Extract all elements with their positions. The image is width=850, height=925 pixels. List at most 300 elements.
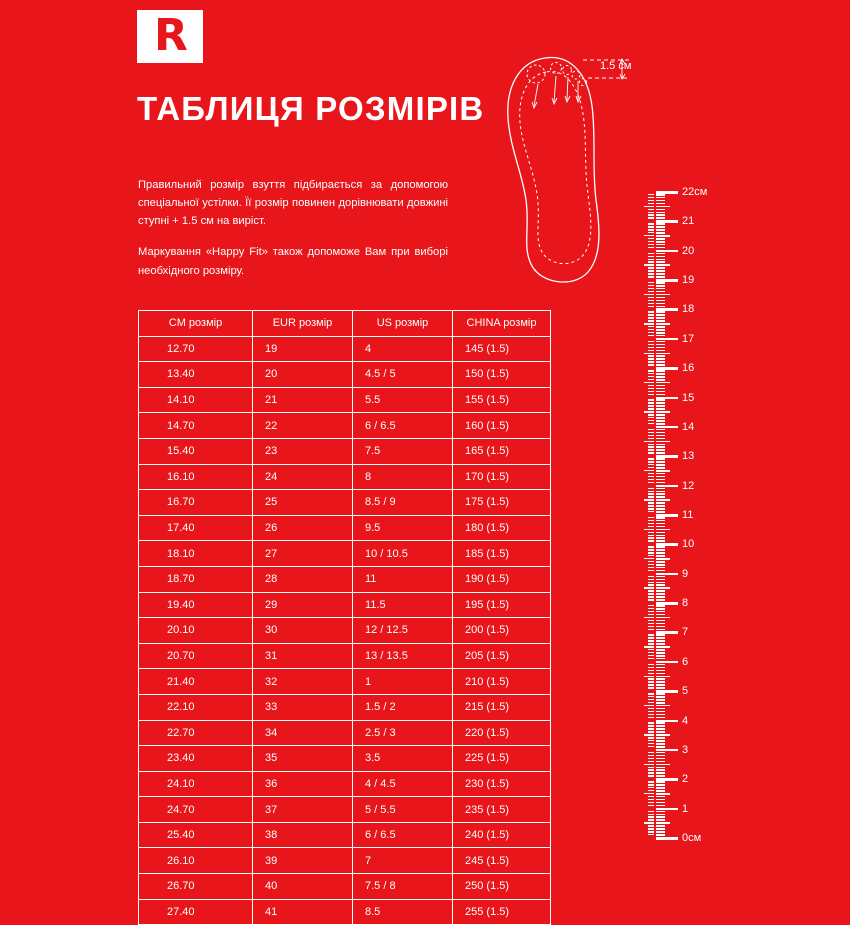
ruler-minor-tick xyxy=(648,623,654,624)
ruler-minor-tick xyxy=(648,449,654,450)
ruler-minor-tick xyxy=(648,576,654,577)
ruler-minor-tick xyxy=(648,444,654,445)
table-cell: 7 xyxy=(353,848,453,874)
ruler-minor-tick xyxy=(656,814,665,816)
ruler-minor-tick xyxy=(648,408,654,409)
ruler-minor-tick xyxy=(648,626,654,627)
ruler-minor-tick xyxy=(648,746,654,747)
table-cell: 25.40 xyxy=(139,822,253,848)
ruler-minor-tick xyxy=(648,699,654,700)
ruler-minor-tick xyxy=(648,816,654,817)
ruler-label: 5 xyxy=(682,685,689,698)
ruler-minor-tick xyxy=(656,361,665,363)
ruler-minor-tick xyxy=(656,370,665,372)
table-cell: 200 (1.5) xyxy=(453,618,551,644)
ruler-minor-tick xyxy=(656,276,665,278)
ruler-minor-tick xyxy=(644,676,654,677)
ruler-minor-tick xyxy=(648,261,654,262)
ruler-minor-tick xyxy=(656,508,665,510)
ruler-minor-tick xyxy=(648,640,654,641)
table-cell: 240 (1.5) xyxy=(453,822,551,848)
ruler-label: 2 xyxy=(682,773,689,786)
ruler-minor-tick xyxy=(648,658,654,659)
ruler-minor-tick xyxy=(656,241,665,243)
ruler-minor-tick xyxy=(648,517,654,518)
ruler-minor-tick xyxy=(656,259,665,261)
ruler-minor-tick xyxy=(648,273,654,274)
ruler-minor-tick xyxy=(648,229,654,230)
ruler-minor-tick xyxy=(656,306,665,308)
ruler-minor-tick xyxy=(656,206,670,208)
ruler-minor-tick xyxy=(648,526,654,527)
ruler-minor-tick xyxy=(648,714,654,715)
ruler-minor-tick xyxy=(656,358,665,360)
ruler-minor-tick xyxy=(648,725,654,726)
ruler-minor-tick xyxy=(648,405,654,406)
ruler-minor-tick xyxy=(648,678,654,679)
ruler-minor-tick xyxy=(644,529,654,530)
table-cell: 22.10 xyxy=(139,694,253,720)
ruler-minor-tick xyxy=(656,667,665,669)
ruler-minor-tick xyxy=(648,391,654,392)
ruler-minor-tick xyxy=(656,555,665,557)
ruler-minor-tick xyxy=(656,247,665,249)
table-cell: 21 xyxy=(253,387,353,413)
ruler-minor-tick xyxy=(648,799,654,800)
table-cell: 30 xyxy=(253,618,353,644)
ruler-label: 3 xyxy=(682,743,689,756)
ruler-minor-tick xyxy=(656,629,665,631)
ruler-minor-tick xyxy=(648,717,654,718)
table-row xyxy=(139,694,551,720)
ruler-minor-tick xyxy=(648,194,654,195)
ruler-minor-tick xyxy=(648,306,654,307)
ruler-minor-tick xyxy=(656,705,670,707)
ruler-minor-tick xyxy=(656,197,665,199)
ruler-minor-tick xyxy=(656,264,670,266)
ruler-minor-tick xyxy=(656,499,670,501)
table-row xyxy=(139,822,551,848)
ruler-label: 9 xyxy=(682,567,689,580)
ruler-minor-tick xyxy=(648,743,654,744)
ruler-minor-tick xyxy=(656,546,665,548)
ruler-minor-tick xyxy=(648,555,654,556)
ruler-minor-tick xyxy=(656,811,665,813)
ruler-minor-tick xyxy=(648,649,654,650)
ruler-minor-tick xyxy=(648,708,654,709)
table-cell: 19 xyxy=(253,336,353,362)
ruler-minor-tick xyxy=(648,790,654,791)
ruler-minor-tick xyxy=(648,687,654,688)
table-cell: 1 xyxy=(353,669,453,695)
table-cell: 190 (1.5) xyxy=(453,566,551,592)
ruler-minor-tick xyxy=(656,294,670,296)
ruler-minor-tick xyxy=(656,212,665,214)
ruler-minor-tick xyxy=(648,802,654,803)
ruler-minor-tick xyxy=(656,626,665,628)
ruler-minor-tick xyxy=(648,652,654,653)
ruler-minor-tick xyxy=(648,787,654,788)
ruler-minor-tick xyxy=(648,200,654,201)
ruler-minor-tick xyxy=(644,558,654,559)
ruler-minor-tick xyxy=(648,297,654,298)
table-cell: 39 xyxy=(253,848,353,874)
ruler-minor-tick xyxy=(656,673,665,675)
ruler-minor-tick xyxy=(648,335,654,336)
ruler-minor-tick xyxy=(648,347,654,348)
table-cell: 32 xyxy=(253,669,353,695)
ruler-minor-tick xyxy=(656,693,665,695)
ruler-minor-tick xyxy=(656,467,665,469)
ruler-minor-tick xyxy=(648,772,654,773)
ruler-minor-tick xyxy=(656,740,665,742)
table-cell: 40 xyxy=(253,874,353,900)
ruler-minor-tick xyxy=(656,502,665,504)
ruler-minor-tick xyxy=(656,816,665,818)
ruler-label: 7 xyxy=(682,626,689,639)
ruler-minor-tick xyxy=(656,822,670,824)
ruler-minor-tick xyxy=(656,584,665,586)
table-row xyxy=(139,643,551,669)
ruler-minor-tick xyxy=(648,329,654,330)
ruler-minor-tick xyxy=(656,244,665,246)
ruler-minor-tick xyxy=(656,678,665,680)
ruler-minor-tick xyxy=(648,282,654,283)
ruler-minor-tick xyxy=(656,214,665,216)
ruler-minor-tick xyxy=(648,417,654,418)
ruler-minor-tick xyxy=(656,335,665,337)
ruler-minor-tick xyxy=(656,253,665,255)
table-cell: 12.70 xyxy=(139,336,253,362)
ruler-minor-tick xyxy=(648,752,654,753)
table-cell: 26.70 xyxy=(139,874,253,900)
ruler-minor-tick xyxy=(648,300,654,301)
table-cell: 195 (1.5) xyxy=(453,592,551,618)
ruler-minor-tick xyxy=(656,593,665,595)
ruler-minor-tick xyxy=(648,388,654,389)
ruler-minor-tick xyxy=(656,261,665,263)
ruler-minor-tick xyxy=(656,561,665,563)
ruler-minor-tick xyxy=(648,596,654,597)
brand-logo xyxy=(137,10,203,63)
ruler-minor-tick xyxy=(656,784,665,786)
ruler-minor-tick xyxy=(648,461,654,462)
ruler-minor-tick xyxy=(656,341,665,343)
centimeter-ruler xyxy=(600,186,720,850)
table-cell: 24 xyxy=(253,464,353,490)
ruler-minor-tick xyxy=(648,473,654,474)
ruler-minor-tick xyxy=(656,432,665,434)
ruler-minor-tick xyxy=(648,523,654,524)
ruler-minor-tick xyxy=(656,605,665,607)
ruler-minor-tick xyxy=(656,391,665,393)
ruler-minor-tick xyxy=(648,214,654,215)
column-header-china: CHINA розмір xyxy=(453,311,551,337)
table-cell: 20 xyxy=(253,362,353,388)
ruler-minor-tick xyxy=(648,493,654,494)
ruler-minor-tick xyxy=(648,693,654,694)
ruler-minor-tick xyxy=(648,549,654,550)
ruler-minor-tick xyxy=(648,796,654,797)
ruler-minor-tick xyxy=(648,593,654,594)
growth-allowance-label: 1.5 см xyxy=(600,60,632,72)
table-row xyxy=(139,899,551,925)
ruler-minor-tick xyxy=(648,364,654,365)
ruler-minor-tick xyxy=(648,634,654,635)
ruler-minor-tick xyxy=(644,793,654,794)
ruler-minor-tick xyxy=(656,558,670,560)
table-cell: 25 xyxy=(253,490,353,516)
ruler-minor-tick xyxy=(648,737,654,738)
ruler-minor-tick xyxy=(648,402,654,403)
table-cell: 23 xyxy=(253,438,353,464)
ruler-minor-tick xyxy=(656,564,665,566)
ruler-minor-tick xyxy=(656,350,665,352)
ruler-minor-tick xyxy=(656,537,665,539)
ruler-minor-tick xyxy=(656,664,665,666)
table-row xyxy=(139,566,551,592)
table-cell: 185 (1.5) xyxy=(453,541,551,567)
ruler-minor-tick xyxy=(656,385,665,387)
ruler-label: 4 xyxy=(682,714,689,727)
ruler-minor-tick xyxy=(656,737,665,739)
ruler-minor-tick xyxy=(656,355,665,357)
table-cell: 9.5 xyxy=(353,515,453,541)
ruler-minor-tick xyxy=(644,353,654,354)
ruler-minor-tick xyxy=(648,311,654,312)
ruler-minor-tick xyxy=(648,326,654,327)
ruler-minor-tick xyxy=(648,608,654,609)
ruler-minor-tick xyxy=(656,288,665,290)
ruler-minor-tick xyxy=(656,267,665,269)
ruler-minor-tick xyxy=(656,256,665,258)
ruler-label: 8 xyxy=(682,597,689,610)
ruler-minor-tick xyxy=(644,411,654,412)
table-cell: 20.10 xyxy=(139,618,253,644)
ruler-minor-tick xyxy=(648,332,654,333)
table-cell: 18.10 xyxy=(139,541,253,567)
ruler-minor-tick xyxy=(648,828,654,829)
table-cell: 170 (1.5) xyxy=(453,464,551,490)
ruler-minor-tick xyxy=(656,344,665,346)
table-cell: 225 (1.5) xyxy=(453,746,551,772)
ruler-minor-tick xyxy=(656,420,665,422)
ruler-minor-tick xyxy=(656,505,665,507)
table-row xyxy=(139,515,551,541)
table-header-row xyxy=(139,311,551,337)
ruler-minor-tick xyxy=(656,590,665,592)
table-cell: 7.5 / 8 xyxy=(353,874,453,900)
ruler-minor-tick xyxy=(648,429,654,430)
table-row xyxy=(139,592,551,618)
ruler-minor-tick xyxy=(648,535,654,536)
ruler-minor-tick xyxy=(648,385,654,386)
ruler-minor-tick xyxy=(656,458,665,460)
table-cell: 230 (1.5) xyxy=(453,771,551,797)
ruler-minor-tick xyxy=(648,270,654,271)
table-cell: 5 / 5.5 xyxy=(353,797,453,823)
ruler-minor-tick xyxy=(656,587,670,589)
ruler-minor-tick xyxy=(656,452,665,454)
table-cell: 29 xyxy=(253,592,353,618)
ruler-minor-tick xyxy=(648,241,654,242)
ruler-minor-tick xyxy=(648,552,654,553)
intro-paragraph-1: Правильний розмір взуття підбирається за допомогою спеціальної устілки. Її розмір повинен дорівнювати довжині ступні + 1.5 см на виріст. xyxy=(138,179,448,228)
ruler-minor-tick xyxy=(656,529,670,531)
ruler-minor-tick xyxy=(656,285,665,287)
ruler-minor-tick xyxy=(656,317,665,319)
ruler-minor-tick xyxy=(656,320,665,322)
ruler-minor-tick xyxy=(644,587,654,588)
ruler-minor-tick xyxy=(648,320,654,321)
ruler-minor-tick xyxy=(648,452,654,453)
ruler-label: 21 xyxy=(682,215,695,228)
table-cell: 8.5 / 9 xyxy=(353,490,453,516)
ruler-minor-tick xyxy=(648,664,654,665)
column-header-cm: CM розмір xyxy=(139,311,253,337)
ruler-minor-tick xyxy=(656,376,665,378)
ruler-minor-tick xyxy=(656,282,665,284)
ruler-minor-tick xyxy=(648,438,654,439)
ruler-minor-tick xyxy=(648,314,654,315)
ruler-minor-tick xyxy=(656,273,665,275)
ruler-minor-tick xyxy=(656,235,670,237)
table-row xyxy=(139,362,551,388)
table-cell: 12 / 12.5 xyxy=(353,618,453,644)
table-cell: 3.5 xyxy=(353,746,453,772)
table-cell: 245 (1.5) xyxy=(453,848,551,874)
ruler-minor-tick xyxy=(644,235,654,236)
ruler-minor-tick xyxy=(648,511,654,512)
ruler-minor-tick xyxy=(656,834,665,836)
ruler-minor-tick xyxy=(656,646,670,648)
ruler-minor-tick xyxy=(656,488,665,490)
ruler-minor-tick xyxy=(648,223,654,224)
ruler-minor-tick xyxy=(656,790,665,792)
ruler-minor-tick xyxy=(648,831,654,832)
ruler-minor-tick xyxy=(644,646,654,647)
table-cell: 8 xyxy=(353,464,453,490)
ruler-minor-tick xyxy=(656,634,665,636)
table-cell: 7.5 xyxy=(353,438,453,464)
table-cell: 13.40 xyxy=(139,362,253,388)
ruler-minor-tick xyxy=(644,734,654,735)
table-cell: 1.5 / 2 xyxy=(353,694,453,720)
table-cell: 17.40 xyxy=(139,515,253,541)
ruler-minor-tick xyxy=(656,353,670,355)
ruler-minor-tick xyxy=(656,772,665,774)
ruler-minor-tick xyxy=(656,708,665,710)
ruler-minor-tick xyxy=(648,520,654,521)
ruler-minor-tick xyxy=(648,238,654,239)
ruler-minor-tick xyxy=(648,611,654,612)
ruler-label: 20 xyxy=(682,244,695,257)
ruler-minor-tick xyxy=(656,526,665,528)
ruler-minor-tick xyxy=(648,435,654,436)
ruler-minor-tick xyxy=(644,382,654,383)
ruler-minor-tick xyxy=(648,476,654,477)
table-cell: 220 (1.5) xyxy=(453,720,551,746)
ruler-label: 17 xyxy=(682,332,695,345)
ruler-minor-tick xyxy=(656,652,665,654)
ruler-minor-tick xyxy=(648,446,654,447)
ruler-minor-tick xyxy=(648,781,654,782)
ruler-minor-tick xyxy=(656,429,665,431)
table-cell: 205 (1.5) xyxy=(453,643,551,669)
ruler-minor-tick xyxy=(648,350,654,351)
ruler-minor-tick xyxy=(656,655,665,657)
ruler-minor-tick xyxy=(656,722,665,724)
ruler-minor-tick xyxy=(648,758,654,759)
ruler-minor-tick xyxy=(656,725,665,727)
ruler-minor-tick xyxy=(656,819,665,821)
ruler-minor-tick xyxy=(648,537,654,538)
ruler-minor-tick xyxy=(648,373,654,374)
ruler-minor-tick xyxy=(656,229,665,231)
ruler-minor-tick xyxy=(656,570,665,572)
ruler-minor-tick xyxy=(648,247,654,248)
ruler-minor-tick xyxy=(648,711,654,712)
ruler-minor-tick xyxy=(656,775,665,777)
ruler-minor-tick xyxy=(656,670,665,672)
ruler-minor-tick xyxy=(648,605,654,606)
ruler-minor-tick xyxy=(656,511,665,513)
table-row xyxy=(139,746,551,772)
table-cell: 31 xyxy=(253,643,353,669)
table-cell: 5.5 xyxy=(353,387,453,413)
table-cell: 28 xyxy=(253,566,353,592)
table-row xyxy=(139,874,551,900)
ruler-minor-tick xyxy=(648,355,654,356)
ruler-minor-tick xyxy=(656,702,665,704)
ruler-minor-tick xyxy=(656,799,665,801)
ruler-minor-tick xyxy=(656,684,665,686)
ruler-minor-tick xyxy=(656,649,665,651)
ruler-minor-tick xyxy=(648,244,654,245)
ruler-minor-tick xyxy=(656,496,665,498)
column-header-eur: EUR розмір xyxy=(253,311,353,337)
ruler-minor-tick xyxy=(644,705,654,706)
ruler-label: 16 xyxy=(682,362,695,375)
table-cell: 34 xyxy=(253,720,353,746)
ruler-minor-tick xyxy=(656,300,665,302)
ruler-minor-tick xyxy=(648,728,654,729)
ruler-minor-tick xyxy=(656,223,665,225)
ruler-minor-tick xyxy=(648,358,654,359)
ruler-minor-tick xyxy=(656,364,665,366)
ruler-minor-tick xyxy=(648,755,654,756)
ruler-minor-tick xyxy=(648,614,654,615)
ruler-minor-tick xyxy=(656,731,665,733)
ruler-minor-tick xyxy=(648,834,654,835)
ruler-minor-tick xyxy=(648,479,654,480)
ruler-minor-tick xyxy=(656,752,665,754)
ruler-minor-tick xyxy=(648,209,654,210)
ruler-minor-tick xyxy=(648,256,654,257)
ruler-minor-tick xyxy=(648,376,654,377)
ruler-minor-tick xyxy=(648,458,654,459)
ruler-minor-tick xyxy=(648,491,654,492)
ruler-minor-tick xyxy=(656,473,665,475)
ruler-minor-tick xyxy=(648,819,654,820)
ruler-minor-tick xyxy=(656,405,665,407)
ruler-minor-tick xyxy=(656,596,665,598)
table-cell: 145 (1.5) xyxy=(453,336,551,362)
ruler-minor-tick xyxy=(648,203,654,204)
ruler-minor-tick xyxy=(656,291,665,293)
intro-text xyxy=(138,176,448,280)
ruler-minor-tick xyxy=(648,564,654,565)
